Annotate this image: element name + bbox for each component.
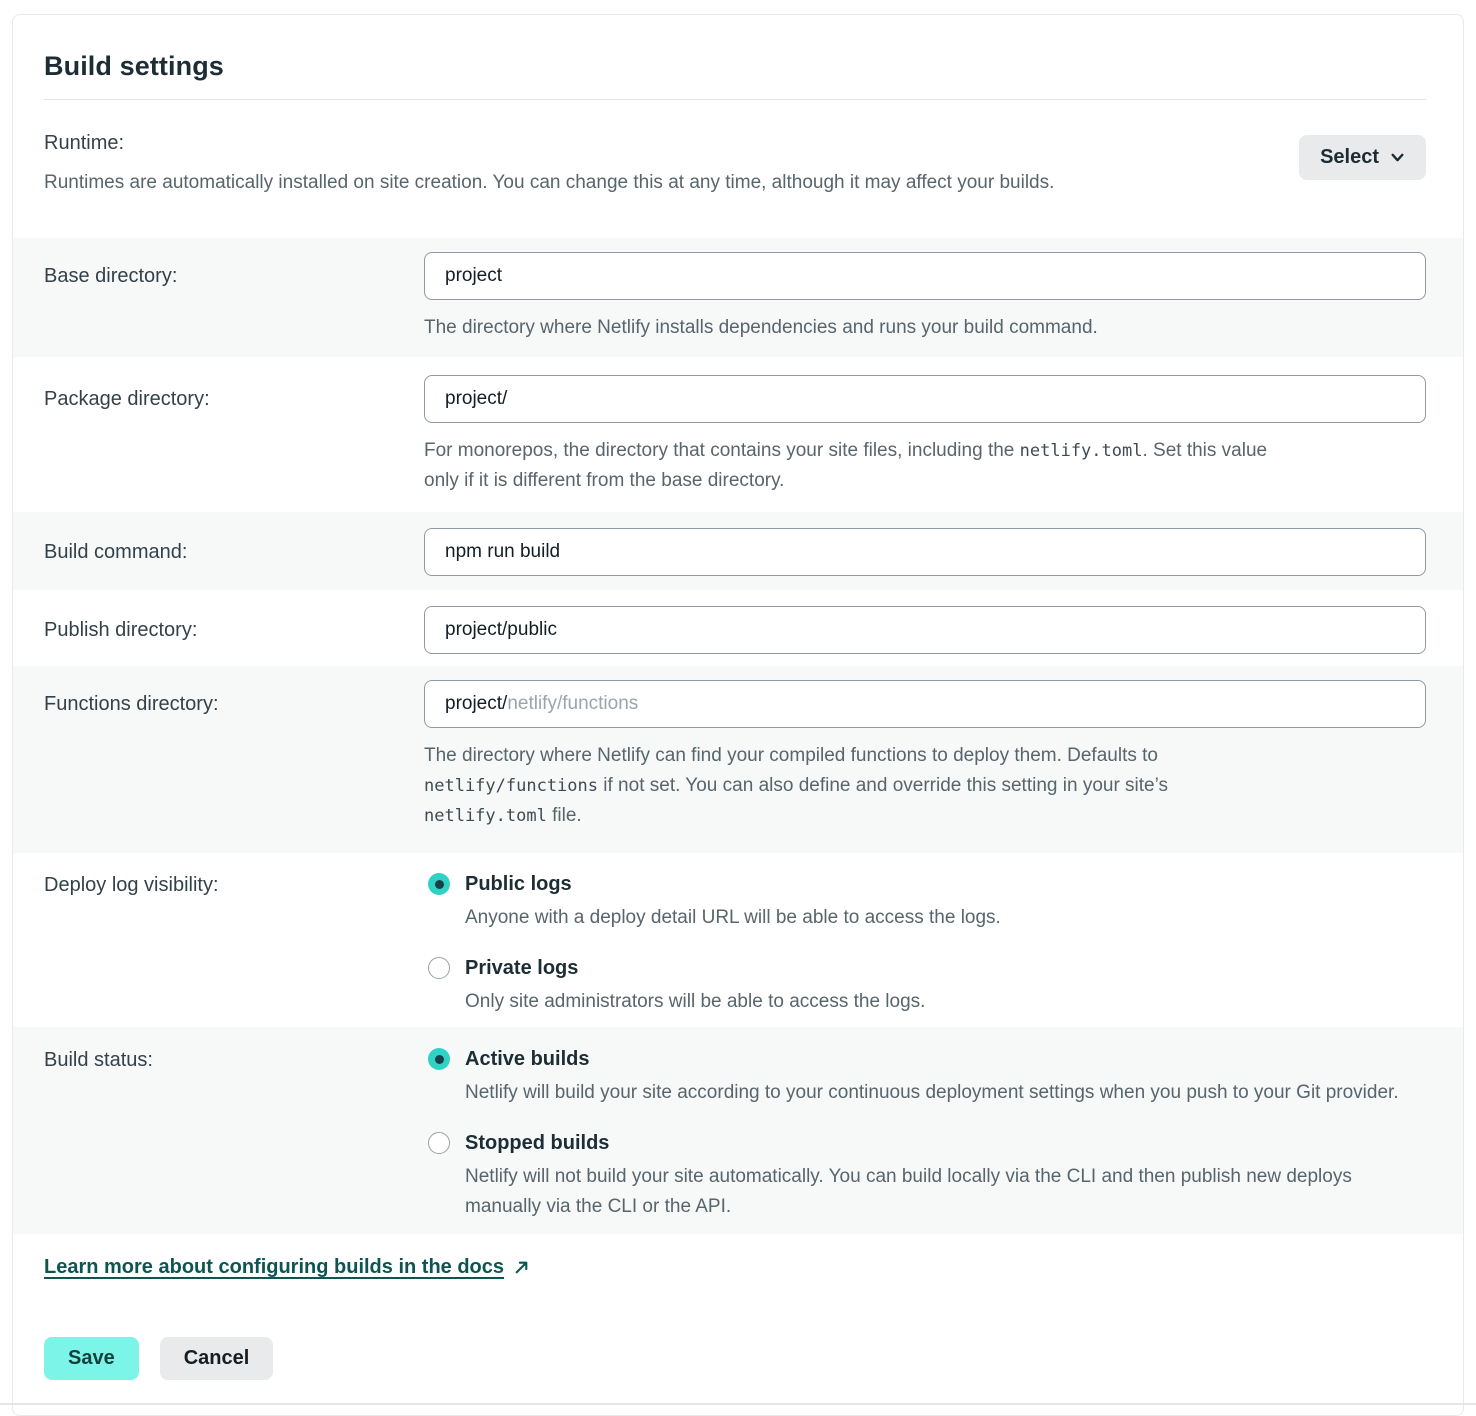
deploy-log-visibility-options xyxy=(424,872,1426,1017)
functions-directory-row xyxy=(13,666,1463,853)
publish-directory-content xyxy=(424,606,1426,654)
base-directory-input[interactable] xyxy=(424,252,1426,300)
runtime-label: Runtime: xyxy=(44,132,125,154)
package-directory-row xyxy=(13,357,1463,512)
package-directory-content xyxy=(424,375,1426,496)
save-button[interactable]: Save xyxy=(44,1337,139,1380)
functions-directory-input[interactable]: project/ netlify/functions xyxy=(424,680,1426,728)
stopped-builds-label: Stopped builds xyxy=(465,1132,610,1154)
public-logs-option[interactable] xyxy=(428,872,1426,933)
functions-directory-content xyxy=(424,680,1426,831)
cancel-button[interactable]: Cancel xyxy=(160,1337,274,1380)
private-logs-option[interactable] xyxy=(428,956,1426,1017)
public-logs-radio[interactable] xyxy=(428,873,450,895)
build-command-content xyxy=(424,528,1426,576)
package-directory-help: For monorepos, the directory that contains your site files, including the netlify.toml. Set this value only if it is different from the base directory. xyxy=(424,440,1268,491)
base-directory-label: Base directory: xyxy=(44,265,178,287)
netlify-toml-code: netlify.toml xyxy=(1019,441,1143,461)
public-logs-label: Public logs xyxy=(465,873,572,895)
functions-directory-label: Functions directory: xyxy=(44,693,219,715)
private-logs-description: Only site administrators will be able to access the logs. xyxy=(465,991,926,1012)
build-status-label: Build status: xyxy=(44,1049,153,1071)
netlify-toml-code-2: netlify.toml xyxy=(424,806,547,826)
build-status-options xyxy=(424,1047,1426,1222)
chevron-down-icon xyxy=(1390,150,1405,165)
functions-directory-help: The directory where Netlify can find your compiled functions to deploy them. Defaults to netlify/functions if not set. You can also define and override this setting in your site’s netlify.toml file. xyxy=(424,745,1168,826)
package-directory-input[interactable] xyxy=(424,375,1426,423)
publish-directory-label: Publish directory: xyxy=(44,619,198,641)
publish-directory-input[interactable] xyxy=(424,606,1426,654)
runtime-select-button[interactable] xyxy=(1299,135,1426,180)
build-settings-card xyxy=(12,14,1464,1416)
footer-buttons xyxy=(44,1337,1426,1380)
functions-directory-placeholder: netlify/functions xyxy=(507,693,639,714)
build-command-input[interactable] xyxy=(424,528,1426,576)
base-directory-row xyxy=(13,238,1463,357)
stopped-builds-description: Netlify will not build your site automatically. You can build locally via the CLI and then publish new deploys manually via the CLI or the API. xyxy=(465,1166,1352,1217)
netlify-functions-code: netlify/functions xyxy=(424,776,598,796)
deploy-log-visibility-row xyxy=(13,853,1463,1027)
active-builds-radio[interactable] xyxy=(428,1048,450,1070)
base-directory-content xyxy=(424,252,1426,343)
publish-directory-row xyxy=(13,590,1463,666)
stopped-builds-option[interactable] xyxy=(428,1131,1426,1222)
docs-link[interactable]: Learn more about configuring builds in the docs xyxy=(44,1256,530,1279)
external-link-icon xyxy=(513,1259,530,1276)
active-builds-label: Active builds xyxy=(465,1048,590,1070)
private-logs-radio[interactable] xyxy=(428,957,450,979)
runtime-select-label: Select xyxy=(1320,146,1379,168)
page-title: Build settings xyxy=(44,51,224,81)
build-command-label: Build command: xyxy=(44,541,188,563)
active-builds-description: Netlify will build your site according to your continuous deployment settings when you push to your Git provider. xyxy=(465,1082,1399,1103)
runtime-description: Runtimes are automatically installed on site creation. You can change this at any time, although it may affect your builds. xyxy=(44,172,1055,193)
stopped-builds-radio[interactable] xyxy=(428,1132,450,1154)
public-logs-description: Anyone with a deploy detail URL will be able to access the logs. xyxy=(465,907,1001,928)
build-command-row xyxy=(13,512,1463,590)
deploy-log-visibility-label: Deploy log visibility: xyxy=(44,874,219,896)
base-directory-help: The directory where Netlify installs dependencies and runs your build command. xyxy=(424,317,1098,338)
active-builds-option[interactable] xyxy=(428,1047,1426,1108)
runtime-section xyxy=(13,100,1463,238)
build-status-row xyxy=(13,1027,1463,1234)
bottom-divider xyxy=(0,1403,1476,1405)
card-header xyxy=(13,15,1463,82)
card-footer xyxy=(13,1234,1463,1415)
private-logs-label: Private logs xyxy=(465,957,579,979)
package-directory-label: Package directory: xyxy=(44,388,210,410)
